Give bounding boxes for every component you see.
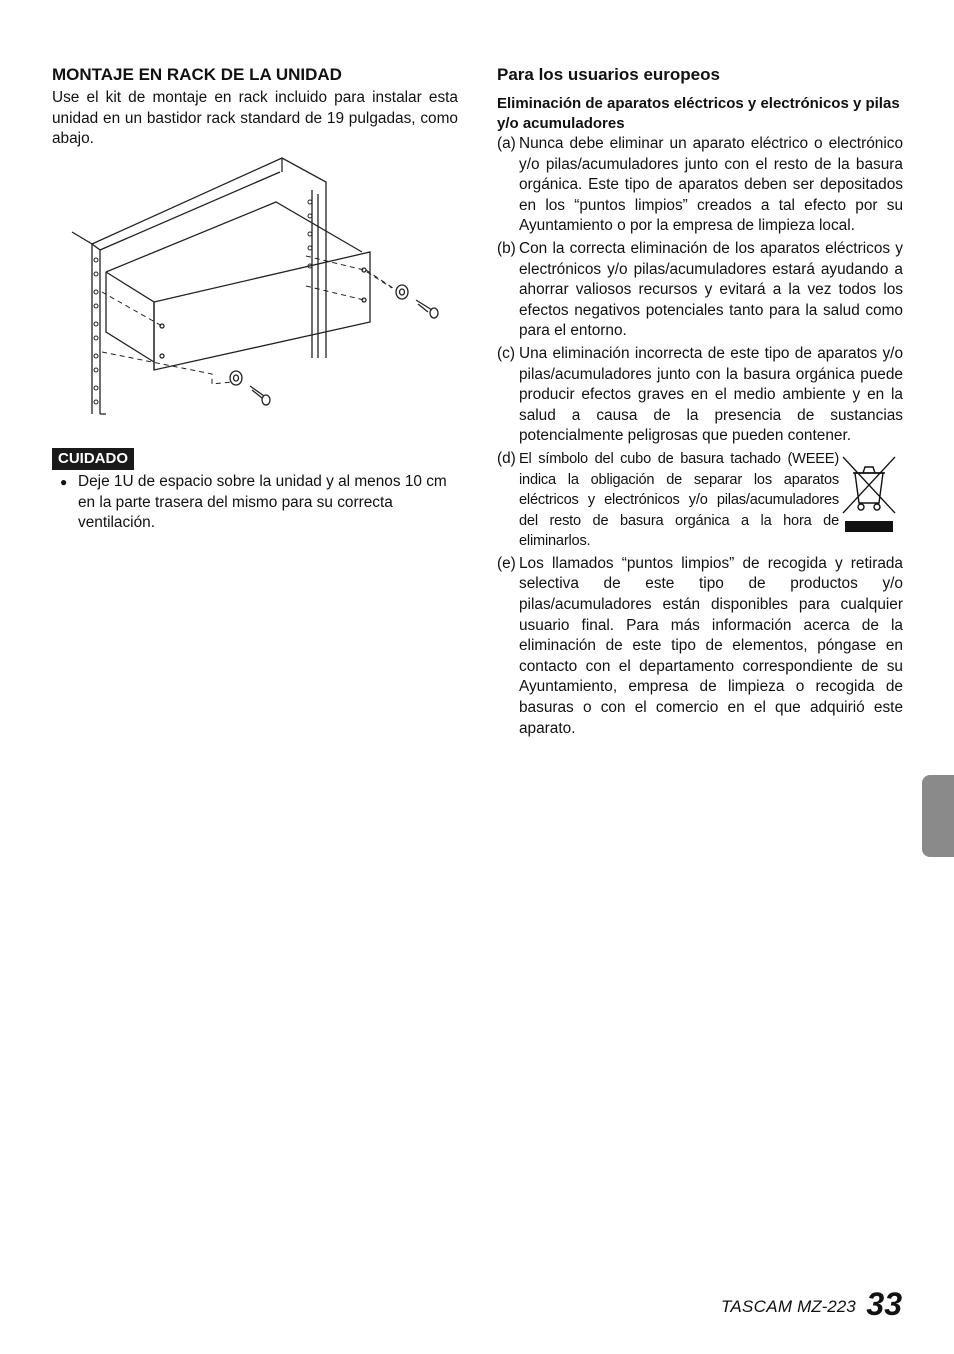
section-tab — [922, 775, 954, 857]
crossed-out-wheelie-bin-icon — [841, 453, 897, 535]
list-item — [497, 134, 903, 237]
caution-text: Deje 1U de espacio sobre la unidad y al menos 10 cm en la parte trasera del mismo para su correcta ventilación. — [78, 473, 447, 531]
item-text: El símbolo del cubo de basura tachado (WEEE) indica la obligación de separar los aparatos eléctricos y electrónicos y/o pilas/acumuladores del resto de basura orgánica a la hora de eliminarlos. — [519, 450, 839, 550]
european-users-heading: Para los usuarios europeos — [497, 65, 720, 84]
rack-mount-heading: MONTAJE EN RACK DE LA UNIDAD — [52, 65, 342, 84]
item-label: (c) — [497, 344, 515, 362]
rack-mount-illustration — [66, 152, 446, 422]
disposal-subheading: Eliminación de aparatos eléctricos y electrónicos y pilas y/o acumuladores — [497, 95, 900, 132]
page-footer — [721, 1286, 902, 1323]
item-label: (b) — [497, 239, 516, 257]
bullet-icon: ● — [60, 475, 68, 489]
footer-brand: TASCAM — [720, 1297, 793, 1316]
list-item — [497, 344, 903, 447]
list-item — [497, 554, 903, 739]
item-label: (d) — [497, 449, 516, 467]
caution-bullet — [52, 472, 458, 534]
item-text: Nunca debe eliminar un aparato eléctrico o electrónico y/o pilas/acumuladores junto con el resto de la basura orgánica. Este tipo de aparatos deben ser depositados en los “puntos limpios” creados a tal efecto por su Ayuntamiento o por la empresa de limpieza local. — [519, 135, 903, 235]
item-text: Con la correcta eliminación de los aparatos eléctricos y electrónicos y/o pilas/acumuladores estará ayudando a ahorrar valiosos recursos y evitará a la vez todos los efectos negativos potenciales tanto para la salud como para el entorno. — [519, 239, 903, 340]
item-label: (e) — [497, 554, 516, 572]
left-column — [52, 64, 458, 150]
item-label: (a) — [497, 135, 516, 152]
rack-mount-intro: Use el kit de montaje en rack incluido para instalar esta unidad en un bastidor rack standard de 19 pulgadas, como abajo. — [52, 89, 458, 147]
caution-badge: CUIDADO — [52, 448, 134, 470]
list-item — [497, 449, 903, 552]
right-column — [497, 64, 903, 741]
item-text: Una eliminación incorrecta de este tipo de aparatos y/o pilas/acumuladores junto con la basura orgánica puede producir efectos graves en el medio ambiente y en la salud a causa de la presencia de sustancias potencialmente peligrosas que pueden contener. — [519, 344, 903, 445]
footer-model: MZ-223 — [797, 1297, 856, 1316]
list-item — [497, 239, 903, 342]
item-text: Los llamados “puntos limpios” de recogida y retirada selectiva de este tipo de productos y/o pilas/acumuladores están disponibles para cualquier usuario final. Para más información acerca de la eliminación de este tipo de elementos, póngase en contacto con el departamento correspondiente de su Ayuntamiento, empresa de limpieza o recogida de basuras o con el comercio en el que adquirió este aparato. — [519, 554, 903, 737]
page-number: 33 — [866, 1286, 902, 1322]
